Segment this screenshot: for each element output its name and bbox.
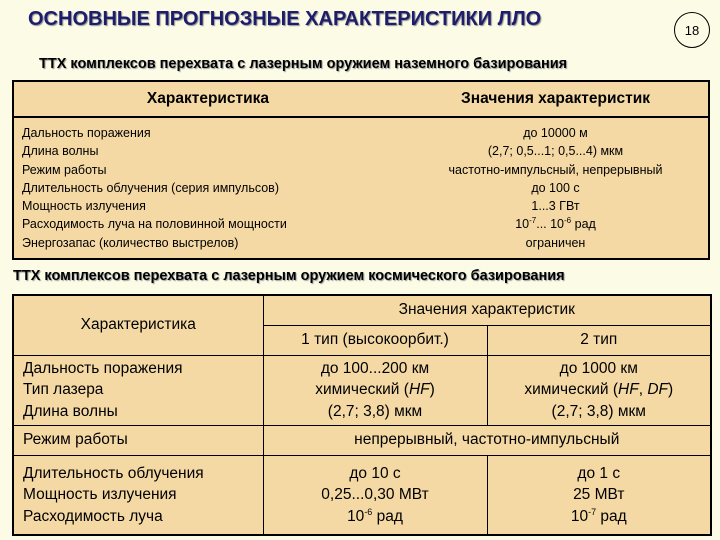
value-text: рад xyxy=(596,507,627,525)
list-item: до 1 с xyxy=(577,464,621,482)
column-header-type2: 2 тип xyxy=(487,325,711,355)
values-list xyxy=(403,117,710,259)
column-header-characteristic: Характеристика xyxy=(13,295,263,355)
list-item: Режим работы xyxy=(22,162,107,177)
value-text: ) xyxy=(429,381,435,399)
list-item xyxy=(488,379,711,401)
page-title: ОСНОВНЫЕ ПРОГНОЗНЫЕ ХАРАКТЕРИСТИКИ ЛЛО xyxy=(28,8,542,30)
list-item xyxy=(488,506,711,528)
list-item: до 100...200 км xyxy=(320,359,430,377)
exponent: -7 xyxy=(588,506,597,517)
list-item: Тип лазера xyxy=(23,381,104,399)
list-item: Дальность поражения xyxy=(22,126,151,141)
type1-group-3 xyxy=(263,455,487,535)
column-header-values: Значения характеристик xyxy=(263,295,711,325)
column-header-characteristic: Характеристика xyxy=(13,81,403,117)
mode-value: непрерывный, частотно-импульсный xyxy=(263,425,711,455)
list-item: (2,7; 0,5...1; 0,5...4) мкм xyxy=(487,144,624,159)
characteristics-group-3 xyxy=(13,455,263,535)
list-item: до 10000 м xyxy=(523,126,588,141)
value-text: 10 xyxy=(347,507,365,525)
list-item: 1...3 ГВт xyxy=(531,199,580,214)
list-item: 0,25...0,30 МВт xyxy=(321,486,429,503)
list-item: Длина волны xyxy=(23,402,118,420)
list-item: до 100 с xyxy=(531,180,580,195)
chemical-formula: HF xyxy=(618,381,639,399)
list-item: частотно-импульсный, непрерывный xyxy=(448,162,663,177)
space-based-table xyxy=(12,294,712,536)
list-item: до 1000 км xyxy=(559,359,638,377)
list-item: до 10 с xyxy=(349,464,401,482)
characteristics-list xyxy=(13,117,403,259)
type2-group-1 xyxy=(487,355,711,425)
list-item: Мощность излучения xyxy=(23,486,177,503)
exponent: -6 xyxy=(564,216,572,226)
list-item: Длительность облучения (серия импульсов) xyxy=(22,180,279,195)
column-header-values: Значения характеристик xyxy=(403,81,710,117)
value-text: рад xyxy=(571,217,596,232)
list-item: Длина волны xyxy=(22,144,99,159)
list-item xyxy=(264,506,487,528)
value-text: ) xyxy=(668,381,674,399)
list-item: 25 МВт xyxy=(573,486,625,503)
column-header-type1: 1 тип (высокоорбит.) xyxy=(263,325,487,355)
section-heading-space: ТТХ комплексов перехвата с лазерным оружием космического базирования xyxy=(13,268,565,284)
page-number: 18 xyxy=(674,12,710,48)
type1-group-1 xyxy=(263,355,487,425)
ground-based-table xyxy=(12,80,710,260)
list-item: (2,7; 3,8) мкм xyxy=(551,402,646,420)
chemical-formula: HF xyxy=(408,381,430,399)
chemical-formula: DF xyxy=(647,381,669,399)
section-heading-ground: ТТХ комплексов перехвата с лазерным оружием наземного базирования xyxy=(39,56,568,72)
list-item: (2,7; 3,8) мкм xyxy=(327,402,423,420)
list-item xyxy=(403,215,708,233)
value-text: , xyxy=(638,381,648,399)
list-item: Расходимость луча на половинной мощности xyxy=(22,217,287,232)
list-item xyxy=(264,379,487,401)
list-item: Мощность излучения xyxy=(22,199,146,214)
exponent: -6 xyxy=(364,506,373,517)
list-item: ограничен xyxy=(525,235,586,250)
value-text: 10 xyxy=(570,507,589,525)
list-item: Дальность поражения xyxy=(23,359,183,377)
list-item: Длительность облучения xyxy=(23,464,204,482)
characteristic-mode: Режим работы xyxy=(13,425,263,455)
characteristics-group-1 xyxy=(13,355,263,425)
value-text: ... 10 xyxy=(536,217,565,232)
type2-group-3 xyxy=(487,455,711,535)
list-item: Энергозапас (количество выстрелов) xyxy=(22,235,239,250)
value-text: 10 xyxy=(515,217,530,232)
value-text: рад xyxy=(372,507,403,525)
value-text: химический ( xyxy=(315,381,409,399)
exponent: -7 xyxy=(529,216,537,226)
value-text: химический ( xyxy=(524,381,619,399)
list-item: Расходимость луча xyxy=(23,507,163,525)
